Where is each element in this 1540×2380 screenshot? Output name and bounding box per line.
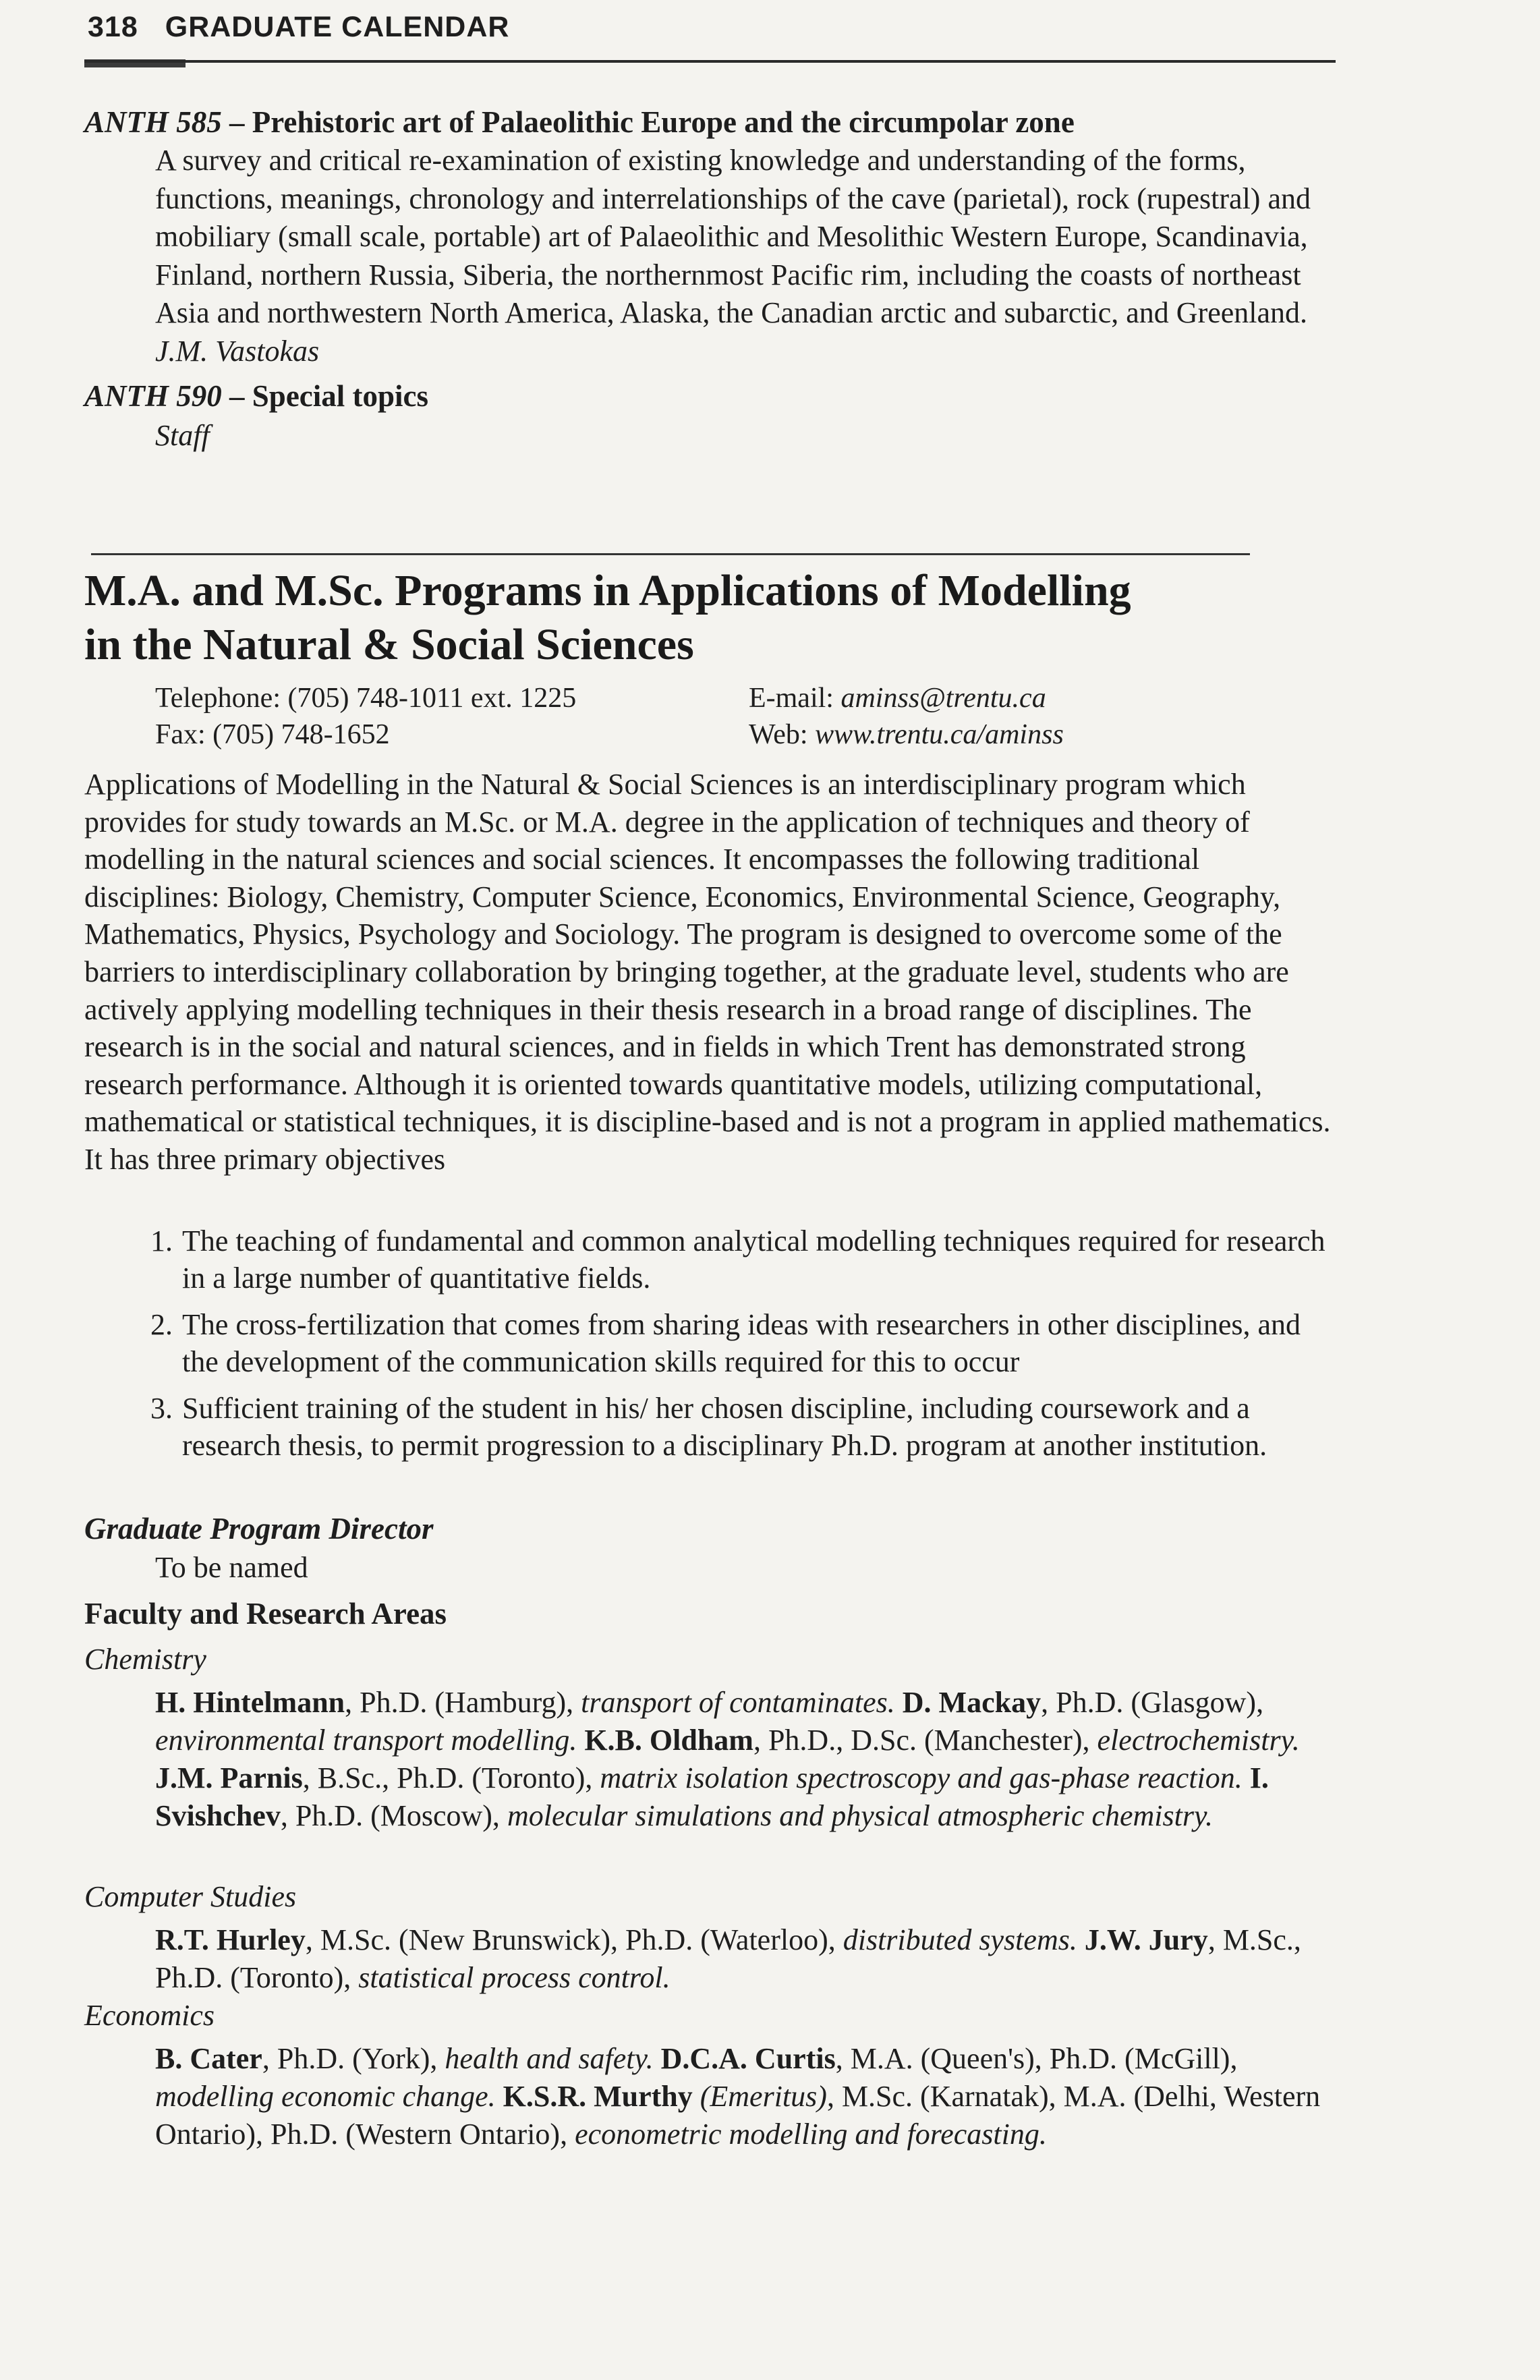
faculty-research-area: econometric modelling and forecasting. (575, 2118, 1047, 2151)
email-label: E-mail: (749, 683, 841, 714)
contact-phone-fax (155, 680, 576, 753)
faculty-credentials: , Ph.D. (Hamburg), (345, 1686, 581, 1719)
faculty-name: H. Hintelmann (155, 1686, 345, 1719)
objective-number: 1. (150, 1224, 173, 1257)
discipline-economics: Economics (84, 1999, 215, 2032)
faculty-name: D.C.A. Curtis (660, 2042, 836, 2075)
director-name: To be named (155, 1551, 308, 1584)
faculty-research-area: matrix isolation spectroscopy and gas-phase reaction. (600, 1761, 1243, 1794)
faculty-research-area: transport of contaminates. (581, 1686, 895, 1719)
objective-number: 3. (150, 1392, 173, 1425)
page-number: 318 (88, 11, 138, 43)
objective-text: Sufficient training of the student in his/ her chosen discipline, including coursework and a research thesis, to permit progression to a disciplinary Ph.D. program at another institution. (182, 1392, 1267, 1462)
course-description-block (84, 142, 1339, 370)
course-instructor: Staff (155, 419, 210, 452)
faculty-research-area: environmental transport modelling. (155, 1724, 577, 1757)
section-divider (91, 553, 1250, 555)
email-link[interactable]: aminss@trentu.ca (840, 683, 1046, 714)
objective-text: The cross-fertilization that comes from sharing ideas with researchers in other disciplines, and the development of the communication skills required for this to occur (182, 1308, 1301, 1378)
course-code: ANTH 590 (84, 379, 222, 413)
faculty-research-area: statistical process control. (358, 1961, 671, 1994)
faculty-status: (Emeritus) (692, 2080, 827, 2113)
course-separator: – (221, 379, 252, 413)
course-description-block (84, 417, 1339, 455)
faculty-name: K.B. Oldham (584, 1724, 753, 1757)
running-header (88, 11, 509, 44)
faculty-name: I. Svishchev (155, 1761, 1269, 1832)
objectives-list (84, 1222, 1339, 1473)
objective-number: 2. (150, 1308, 173, 1341)
faculty-credentials: , M.Sc. (Karnatak), M.A. (Delhi, Western Ontario), Ph.D. (Western Ontario), (155, 2080, 1321, 2151)
course-title: Special topics (252, 379, 429, 413)
header-title: GRADUATE CALENDAR (165, 11, 510, 43)
telephone: Telephone: (705) 748-1011 ext. 1225 (155, 683, 577, 714)
faculty-name: K.S.R. Murthy (503, 2080, 693, 2113)
course-heading (84, 103, 1339, 142)
web-line (749, 716, 1064, 753)
program-intro: Applications of Modelling in the Natural & Social Sciences is an interdisciplinary program which provides for study towards an M.Sc. or M.A. degree in the application of techniques and theory of modelling in the natural sciences and social sciences. It encompasses the following traditional disciplines: Biology, Chemistry, Computer Science, Economics, Environmental Science, Geography, Mathematics, Physics, Psychology and Sociology. The program is designed to overcome some of the barriers to interdisciplinary collaboration by bringing together, at the graduate level, students who are actively applying modelling techniques in their thesis research in a broad range of disciplines. The research is in the social and natural sciences, and in fields in which Trent has demonstrated strong research performance. Although it is oriented towards quantitative models, utilizing computational, mathematical or statistical techniques, it is discipline-based and is not a program in applied mathematics. It has three primary objectives (84, 768, 1331, 1176)
faculty-heading: Faculty and Research Areas (84, 1597, 447, 1631)
list-item (84, 1222, 1339, 1297)
faculty-credentials: , M.A. (Queen's), Ph.D. (McGill), (835, 2042, 1238, 2075)
faculty-name: R.T. Hurley (155, 1923, 306, 1956)
faculty-credentials: , Ph.D. (Glasgow), (1041, 1686, 1264, 1719)
web-link[interactable]: www.trentu.ca/aminss (815, 719, 1064, 750)
discipline-computer-studies: Computer Studies (84, 1880, 297, 1913)
web-label: Web: (749, 719, 816, 750)
faculty-research-area: molecular simulations and physical atmospheric chemistry. (507, 1799, 1214, 1832)
discipline-chemistry: Chemistry (84, 1643, 206, 1676)
course-description: A survey and critical re-examination of existing knowledge and understanding of the forms, functions, meanings, chronology and interrelationships of the cave (parietal), rock (rupestral) and mobiliary (small scale, portable) art of Palaeolithic and Mesolithic Western Europe, Scandinavia, Finland, northern Russia, Siberia, the northernmost Pacific rim, including the coasts of northeast Asia and northwestern North America, Alaska, the Canadian arctic and subarctic, and Greenland. (155, 144, 1311, 329)
faculty-credentials: , Ph.D. (York), (262, 2042, 445, 2075)
director-heading: Graduate Program Director (84, 1512, 434, 1546)
faculty-chemistry (155, 1684, 1332, 1835)
faculty-computer-studies (155, 1921, 1332, 1997)
program-title-line-1: M.A. and M.Sc. Programs in Applications of Modelling (84, 566, 1131, 615)
fax: Fax: (705) 748-1652 (155, 719, 390, 750)
faculty-name: B. Cater (155, 2042, 262, 2075)
list-item (84, 1306, 1339, 1380)
course-separator: – (221, 105, 252, 139)
course-anth-585 (84, 103, 1339, 370)
faculty-name: D. Mackay (902, 1686, 1042, 1719)
faculty-credentials: , B.Sc., Ph.D. (Toronto), (302, 1761, 600, 1794)
faculty-credentials: , Ph.D. (Moscow), (280, 1799, 507, 1832)
course-instructor: J.M. Vastokas (155, 334, 320, 368)
objective-text: The teaching of fundamental and common analytical modelling techniques required for research in a large number of quantitative fields. (182, 1224, 1325, 1295)
faculty-research-area: health and safety. (445, 2042, 654, 2075)
course-anth-590 (84, 376, 1339, 455)
course-title: Prehistoric art of Palaeolithic Europe and the circumpolar zone (252, 105, 1075, 139)
faculty-research-area: electrochemistry. (1097, 1724, 1300, 1757)
program-title (84, 564, 1131, 672)
header-rule (84, 60, 1336, 63)
list-item (84, 1390, 1339, 1464)
faculty-credentials: , Ph.D., D.Sc. (Manchester), (753, 1724, 1097, 1757)
contact-email-web (749, 680, 1064, 753)
program-title-line-2: in the Natural & Social Sciences (84, 620, 694, 669)
faculty-economics (155, 2040, 1332, 2153)
course-code: ANTH 585 (84, 105, 222, 139)
faculty-credentials: , M.Sc., Ph.D. (Toronto), (155, 1923, 1301, 1994)
faculty-name: J.M. Parnis (155, 1761, 303, 1794)
email-line (749, 680, 1064, 716)
faculty-credentials: , M.Sc. (New Brunswick), Ph.D. (Waterloo), (305, 1923, 843, 1956)
faculty-name: J.W. Jury (1084, 1923, 1208, 1956)
faculty-research-area: distributed systems. (843, 1923, 1077, 1956)
faculty-research-area: modelling economic change. (155, 2080, 496, 2113)
course-heading (84, 376, 1339, 416)
